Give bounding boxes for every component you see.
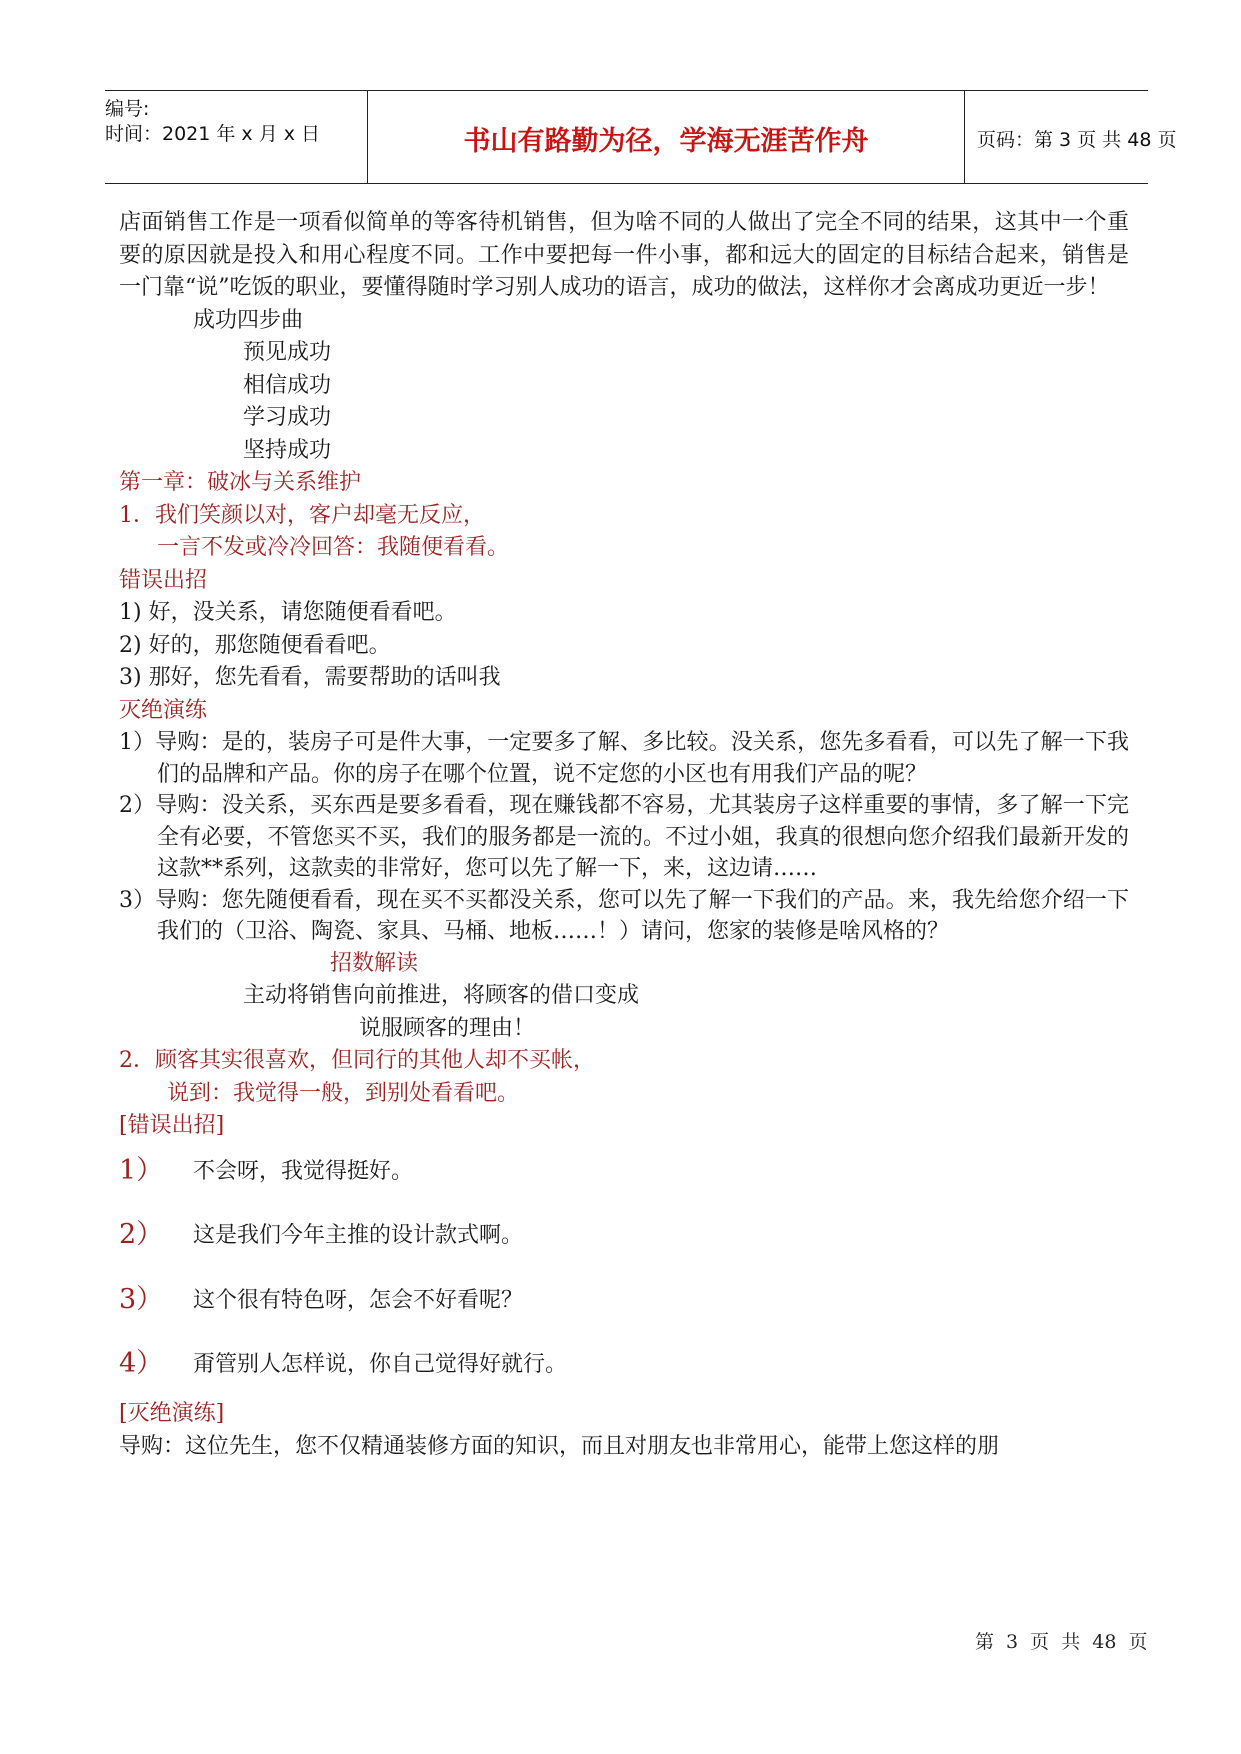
drill-item: 1）导购：是的，装房子可是件大事，一定要多了解、多比较。没关系，您先多看看，可以先了解一下我们的品牌和产品。你的房子在哪个位置，说不定您的小区也有用我们产品的呢？: [119, 730, 1129, 787]
question-2-line-1: 2．顾客其实很喜欢，但同行的其他人却不买帐，: [119, 1048, 595, 1073]
item-text: 甭管别人怎样说，你自己觉得好就行。: [193, 1352, 568, 1377]
drill-heading: 灭绝演练: [119, 697, 208, 723]
wrong-move-item: 3) 那好，您先看看，需要帮助的话叫我: [119, 665, 501, 690]
header-motto: 书山有路勤为径，学海无涯苦作舟: [463, 126, 869, 157]
drill-heading-2: [灭绝演练]: [119, 1401, 225, 1426]
item-number: 4）: [119, 1348, 164, 1379]
wrong-move-2-item: [119, 1344, 1129, 1398]
chapter-title: 第一章：破冰与关系维护: [119, 470, 362, 495]
step-item: 预见成功: [243, 340, 332, 365]
document-number-label: 编号:: [105, 98, 150, 120]
document-body: [119, 207, 1129, 1463]
drill-2-text: 导购：这位先生，您不仅精通装修方面的知识，而且对朋友也非常用心，能带上您这样的朋: [119, 1433, 1000, 1459]
step-item: 相信成功: [243, 372, 332, 398]
analysis-line: 主动将销售向前推进，将顾客的借口变成: [243, 983, 640, 1008]
drill-item: 3）导购：您先随便看看，现在买不买都没关系，您可以先了解一下我们的产品。来，我先给您介绍一下我们的（卫浴、陶瓷、家具、马桶、地板……！）请问，您家的装修是啥风格的？: [119, 887, 1129, 944]
header-page-number: 页码：第 3 页 共 48 页: [977, 129, 1177, 151]
wrong-move-2-item: [119, 1215, 1129, 1280]
question-1-line-1: 1．我们笑颜以对，客户却毫无反应，: [119, 502, 485, 528]
wrong-moves-heading: 错误出招: [119, 567, 208, 593]
wrong-move-2-item: [119, 1151, 1129, 1216]
drill-item: 2）导购：没关系，买东西是要多看看，现在赚钱都不容易，尤其装房子这样重要的事情，多了解一下完全有必要，不管您买不买，我们的服务都是一流的。不过小姐，我真的很想向您介绍我们最新开发的这款**系列，这款卖的非常好，您可以先了解一下，来，这边请……: [119, 793, 1129, 881]
question-1-line-2: 一言不发或冷冷回答：我随便看看。: [157, 535, 510, 560]
intro-paragraph: 店面销售工作是一项看似简单的等客待机销售，但为啥不同的人做出了完全不同的结果，这其中一个重要的原因就是投入和用心程度不同。工作中要把每一件小事，都和远大的固定的目标结合起来，销售是一门靠“说”吃饭的职业，要懂得随时学习别人成功的语言，成功的做法，这样你才会离成功更近一步！: [119, 210, 1129, 300]
header-info-cell: [105, 91, 368, 183]
analysis-heading: 招数解读: [330, 950, 419, 976]
steps-title: 成功四步曲: [193, 307, 304, 333]
wrong-move-2-item: [119, 1280, 1129, 1345]
page-header: [105, 90, 1177, 184]
step-item: 坚持成功: [243, 437, 332, 463]
item-text: 不会呀，我觉得挺好。: [193, 1158, 414, 1184]
header-motto-cell: [368, 91, 965, 183]
step-item: 学习成功: [243, 405, 332, 430]
item-text: 这是我们今年主推的设计款式啊。: [193, 1223, 524, 1248]
wrong-move-item: 1) 好，没关系，请您随便看看吧。: [119, 600, 457, 625]
analysis-line: 说服顾客的理由！: [359, 1015, 536, 1041]
item-number: 1）: [119, 1154, 164, 1186]
item-number: 3）: [119, 1283, 164, 1315]
header-page-cell: [965, 91, 1177, 183]
wrong-moves-heading-2: [错误出招]: [119, 1113, 225, 1138]
document-time-label: 时间：2021 年 x 月 x 日: [105, 123, 321, 145]
page-footer: 第 3 页 共 48 页: [975, 1631, 1148, 1653]
item-text: 这个很有特色呀，怎会不好看呢？: [193, 1287, 524, 1313]
item-number: 2）: [119, 1219, 164, 1250]
question-2-line-2: 说到：我觉得一般，到别处看看吧。: [167, 1080, 520, 1106]
wrong-move-item: 2) 好的，那您随便看看吧。: [119, 632, 391, 658]
